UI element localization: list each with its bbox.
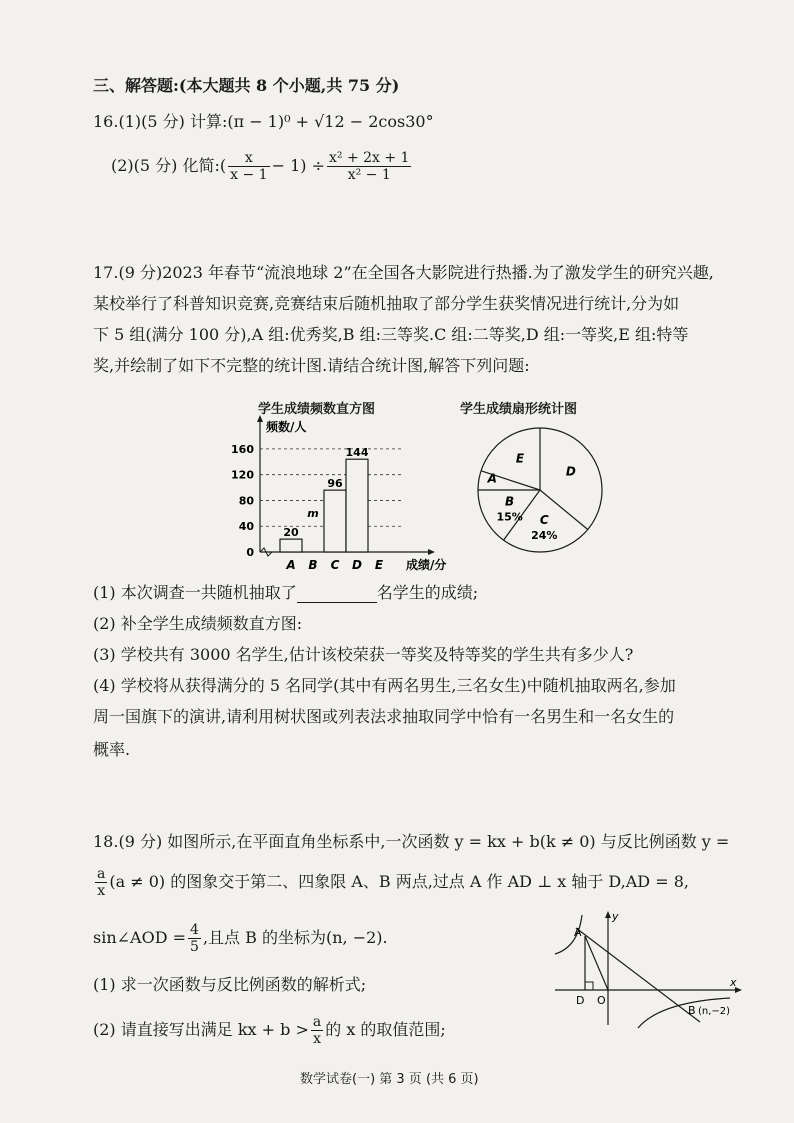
y-tick-label: 0: [246, 546, 254, 559]
q17-sub1-prefix: (1) 本次调查一共随机抽取了: [93, 583, 297, 602]
q16-frac2-num: x² + 2x + 1: [328, 150, 410, 166]
y-tick-label: 40: [238, 520, 254, 534]
q16-frac2-den: x² − 1: [347, 167, 391, 183]
y-tick-label: 80: [238, 494, 254, 508]
q16-part2-mid: − 1) ÷: [271, 156, 325, 175]
y-axis-label: 频数/人: [266, 420, 307, 434]
q18-frac-num: a: [97, 866, 106, 882]
pie-slice-percent: 15%: [496, 510, 523, 524]
right-angle-mark: [585, 982, 593, 990]
pie-slice-percent: 24%: [531, 528, 558, 542]
q16-frac1: [228, 150, 269, 183]
q18-line-2-text: (a ≠ 0) 的图象交于第二、四象限 A、B 两点,过点 A 作 AD ⊥ x 轴于 D,AD = 8,: [109, 872, 689, 891]
q17-sub3: (3) 学校共有 3000 名学生,估计该校荣获一等奖及特等奖的学生共有多少人?: [93, 645, 634, 664]
q18-sub2-suffix: 的 x 的取值范围;: [325, 1020, 446, 1039]
label-x: x: [730, 976, 737, 989]
x-tick-label: B: [308, 558, 318, 572]
q18-sub1: (1) 求一次函数与反比例函数的解析式;: [93, 975, 367, 994]
q17-sub1-suffix: 名学生的成绩;: [376, 583, 479, 602]
q16-frac2: [327, 150, 411, 183]
q18-sub2-prefix: (2) 请直接写出满足 kx + b >: [93, 1020, 309, 1039]
label-A: A: [574, 926, 582, 939]
q16-part1-expr: (π − 1)⁰ + √12 − 2cos30°: [227, 112, 434, 131]
pie-title: 学生成绩扇形统计图: [460, 402, 578, 417]
y-axis-arrow: [257, 415, 263, 422]
q18-frac2-num: 4: [190, 922, 199, 938]
q16-frac1-num: x: [228, 150, 269, 167]
q17-line-3: 下 5 组(满分 100 分),A 组:优秀奖,B 组:三等奖.C 组:二等奖,D 组:一等奖,E 组:特等: [93, 325, 689, 344]
q16-part2-prefix: (2)(5 分) 化简:(: [111, 156, 227, 175]
x-tick-label: E: [374, 558, 384, 572]
label-O: O: [597, 994, 606, 1007]
q17-line-1: 17.(9 分)2023 年春节“流浪地球 2”在全国各大影院进行热播.为了激发学生的研究兴趣,: [93, 263, 714, 282]
x-tick-label: A: [286, 558, 296, 572]
pie-slice-label: E: [515, 451, 525, 466]
q17-sub1: [93, 583, 478, 603]
pie-slice-label: B: [505, 494, 515, 509]
q17-line-4: 奖,并绘制了如下不完整的统计图.请结合统计图,解答下列问题:: [93, 356, 530, 375]
histogram-title: 学生成绩频数直方图: [258, 402, 376, 417]
pie-slice-label: D: [565, 464, 576, 479]
bar: [280, 539, 302, 552]
bar-label: 144: [345, 446, 369, 460]
pie-slice-label: A: [487, 471, 497, 486]
label-B-coord: (n,−2): [698, 1006, 731, 1017]
q17-sub4-line-3: 概率.: [93, 740, 131, 759]
q18-frac-a-x: [95, 866, 107, 899]
q18-line-3-text: ,且点 B 的坐标为(n, −2).: [202, 928, 388, 947]
q18-frac-4-5: [188, 922, 201, 955]
x-tick-label: D: [352, 558, 362, 572]
q16-frac1-den: x − 1: [230, 167, 268, 183]
q18-sub2-frac: [311, 1014, 323, 1047]
q18-frac-den: x: [97, 883, 106, 899]
bar-label: 20: [283, 526, 299, 540]
q17-sub1-blank: [297, 588, 377, 603]
q17-sub4-line-1: (4) 学校将从获得满分的 5 名同学(其中有两名男生,三名女生)中随机抽取两名,参加: [93, 676, 676, 695]
x-axis-label: 成绩/分: [406, 558, 447, 572]
label-y: y: [612, 910, 619, 923]
q16-part1: [93, 112, 434, 132]
bar: [324, 490, 346, 552]
histogram-chart: [228, 414, 468, 576]
q17-line-2: 某校举行了科普知识竞赛,竞赛结束后随机抽取了部分学生获奖情况进行统计,分为如: [93, 294, 680, 313]
label-D: D: [576, 994, 585, 1007]
q16-part2: [111, 150, 413, 183]
x-tick-label: C: [330, 558, 340, 572]
x-axis-arrow: [428, 549, 435, 555]
q17-sub4-line-2: 周一国旗下的演讲,请利用树状图或列表法求抽取同学中恰有一名男生和一名女生的: [93, 707, 675, 726]
q18-sub2-frac-num: a: [312, 1014, 322, 1030]
q18-sub2: [93, 1014, 446, 1047]
section-header: 三、解答题:(本大题共 8 个小题,共 75 分): [93, 76, 400, 95]
y-tick-label: 120: [231, 468, 254, 482]
pie-slice-label: C: [539, 512, 549, 527]
bar-label: m: [307, 506, 319, 520]
pie-chart: [470, 420, 610, 560]
q16-part1-prefix: 16.(1)(5 分) 计算:: [93, 112, 228, 131]
q18-line-2: [93, 866, 689, 899]
y-tick-label: 160: [231, 442, 254, 456]
function-graph: [550, 910, 750, 1030]
q18-sub2-frac-den: x: [313, 1031, 321, 1047]
q18-line-3: [93, 922, 388, 955]
bar-label: 96: [327, 477, 343, 491]
q18-line-3-prefix: sin∠AOD =: [93, 928, 187, 947]
q18-line-1: 18.(9 分) 如图所示,在平面直角坐标系中,一次函数 y = kx + b(k ≠ 0) 与反比例函数 y =: [93, 832, 730, 851]
page-footer: 数学试卷(一) 第 3 页 (共 6 页): [300, 1072, 479, 1087]
q17-sub2: (2) 补全学生成绩频数直方图:: [93, 614, 303, 633]
linear-function-line: [576, 928, 700, 1022]
label-B: B: [688, 1004, 696, 1017]
y-axis-arrow: [605, 911, 611, 918]
q18-frac2-den: 5: [190, 939, 199, 955]
bar: [346, 459, 368, 552]
